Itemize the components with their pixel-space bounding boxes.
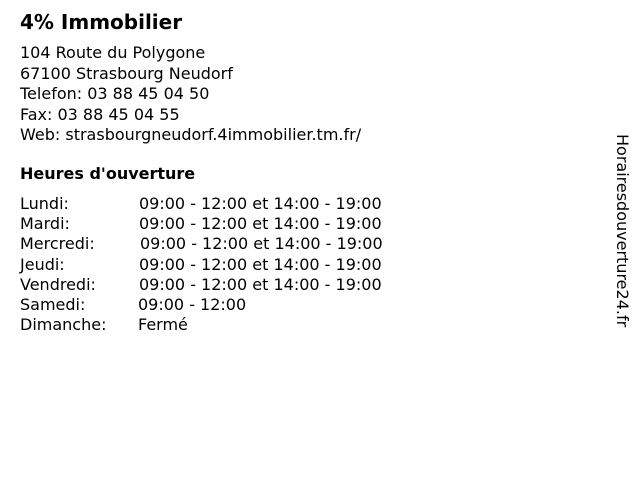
business-name: 4% Immobilier [20,10,183,34]
address-street: 104 Route du Polygone [20,43,206,62]
day-label: Samedi: [20,294,86,314]
phone-number: Telefon: 03 88 45 04 50 [20,84,210,103]
opening-hours-heading: Heures d'ouverture [20,164,196,183]
day-label: Mardi: [20,214,70,234]
fax-number: Fax: 03 88 45 04 55 [20,104,180,124]
time-range: 09:00 - 12:00 et 14:00 - 19:00 [139,254,382,274]
site-watermark: Horairesdouverture24.fr [613,134,632,328]
day-label: Mercredi: [20,234,95,254]
time-range: Fermé [138,315,188,335]
address-block [20,43,361,146]
day-label: Dimanche: [20,315,107,335]
address-city: 67100 Strasbourg Neudorf [20,63,233,83]
day-label: Lundi: [20,194,69,213]
day-label: Vendredi: [20,274,96,294]
time-range: 09:00 - 12:00 et 14:00 - 19:00 [139,194,382,213]
time-range: 09:00 - 12:00 [138,294,247,314]
day-label: Jeudi: [20,254,65,274]
time-range: 09:00 - 12:00 et 14:00 - 19:00 [139,214,382,234]
time-range: 09:00 - 12:00 et 14:00 - 19:00 [139,274,382,294]
time-range: 09:00 - 12:00 et 14:00 - 19:00 [140,234,383,254]
website: Web: strasbourgneudorf.4immobilier.tm.fr/ [20,125,362,144]
